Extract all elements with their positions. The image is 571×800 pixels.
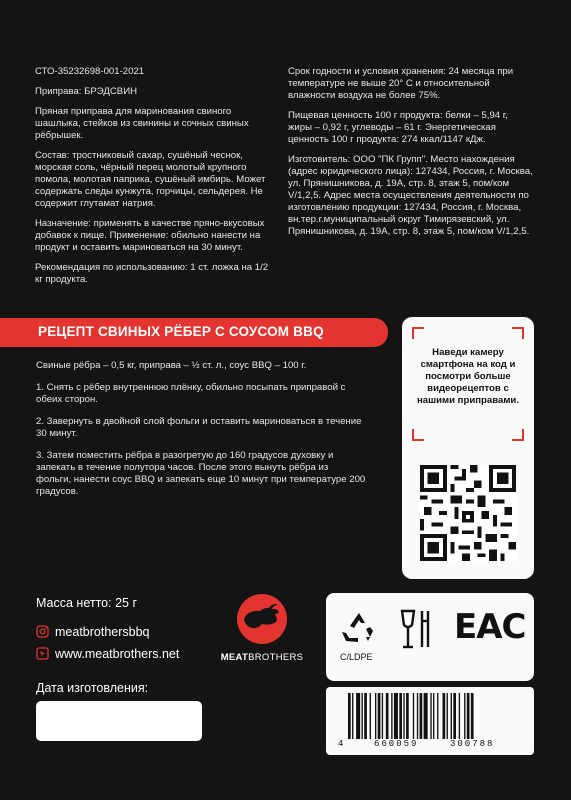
recommendation: Рекомендация по использованию: 1 ст. ложка на 1/2 кг продукта. <box>35 262 269 285</box>
net-weight: Масса нетто: 25 г <box>36 596 138 610</box>
website-link[interactable] <box>36 647 179 661</box>
recipe-banner <box>0 318 388 347</box>
product-name: Приправа: БРЭДСВИН <box>35 86 138 97</box>
web-link-icon <box>36 647 49 660</box>
qr-code-icon[interactable] <box>420 465 516 561</box>
instagram-handle: meatbrothersbbq <box>55 625 150 639</box>
shelf-life: Срок годности и условия хранения: 24 месяца при температуре не выше 20° С и относительной влажности воздуха не более 75%. <box>288 66 514 101</box>
instagram-icon <box>36 625 49 638</box>
recipe-ingredients: Свиные рёбра – 0,5 кг, приправа – ½ ст. л., соус BBQ – 100 г. <box>36 360 307 371</box>
product-description: Пряная приправа для маринования свиного шашлыка, стейков из свинины и сочных свиных рёбрышек. <box>35 106 249 141</box>
manufacturer-info: Изготовитель: ООО "ПК Групп". Место нахождения (адрес юридического лица): 127434, Россия, г. Москва, ул. Прянишникова, д. 19А, стр. 8, этаж 5, пом/ком V/1,2,5. Адрес места осуществления деятельности по изготовлению продукции: 127434, Россия, г. Москва, вн.тер.г.муниципальный округ Тимирязевский, ул. Прянишникова, д. 19А, стр. 8, этаж 5, пом/ком V/1,2,5. <box>288 154 533 237</box>
recipe-body <box>36 360 366 506</box>
eac-mark: EAC <box>454 607 526 647</box>
packaging-symbols <box>326 593 534 681</box>
standard-code: СТО-35232698-001-2021 <box>35 66 145 77</box>
recipe-step: 3. Затем поместить рёбра в разогретую до 160 градусов духовку и запекать в течение полутора часов. После этого вынуть рёбра из фольги, нанести соус BBQ и запекать еще 10 минут при температуре 200 градусов. <box>36 450 366 497</box>
barcode: 4 660059 300788 <box>326 687 534 755</box>
right-info-column <box>288 66 533 246</box>
purpose: Назначение: применять в качестве пряно-вкусовых добавок к пище. Применение: обильно нанести на продукт и оставить мариноваться на 30 минут. <box>35 218 265 253</box>
manufacture-date-field <box>36 701 202 741</box>
qr-call-to-action: Наведи камеру смартфона на код и посмотри больше видеорецептов с нашими приправами. <box>417 347 519 406</box>
website-url: www.meatbrothers.net <box>55 647 180 661</box>
left-info-column <box>35 66 275 294</box>
recycle-icon <box>340 611 378 647</box>
nutrition-facts: Пищевая ценность 100 г продукта: белки – 5,94 г, жиры – 0,92 г, углеводы – 61 г. Энергетическая ценность 100 г продукта: 274 ккал/1147 кДж. <box>288 110 508 145</box>
qr-card <box>402 317 534 579</box>
bull-logo-icon <box>206 593 318 645</box>
recipe-title: РЕЦЕПТ СВИНЫХ РЁБЕР С СОУСОМ BBQ <box>38 324 324 339</box>
manufacture-date-label: Дата изготовления: <box>36 681 149 695</box>
food-safe-icon <box>398 607 438 653</box>
recipe-step: 2. Завернуть в двойной слой фольги и оставить мариноваться в течение 30 минут. <box>36 416 362 439</box>
instagram-link[interactable] <box>36 625 150 639</box>
recipe-step: 1. Снять с рёбер внутреннюю плёнку, обильно посыпать приправой с обеих сторон. <box>36 382 346 405</box>
barcode-bars <box>348 693 514 739</box>
recycle-code: C/LDPE <box>340 652 373 662</box>
brand-name: MEATBROTHERS <box>220 652 304 663</box>
meatbrothers-logo <box>206 593 318 663</box>
composition: Состав: тростниковый сахар, сушёный чеснок, морская соль, чёрный перец молотый крупного помола, молотая паприка, сушёный имбирь. Может содержать следы кунжута, горчицы, сельдерея. Не содержит глутамат натрия. <box>35 150 266 209</box>
